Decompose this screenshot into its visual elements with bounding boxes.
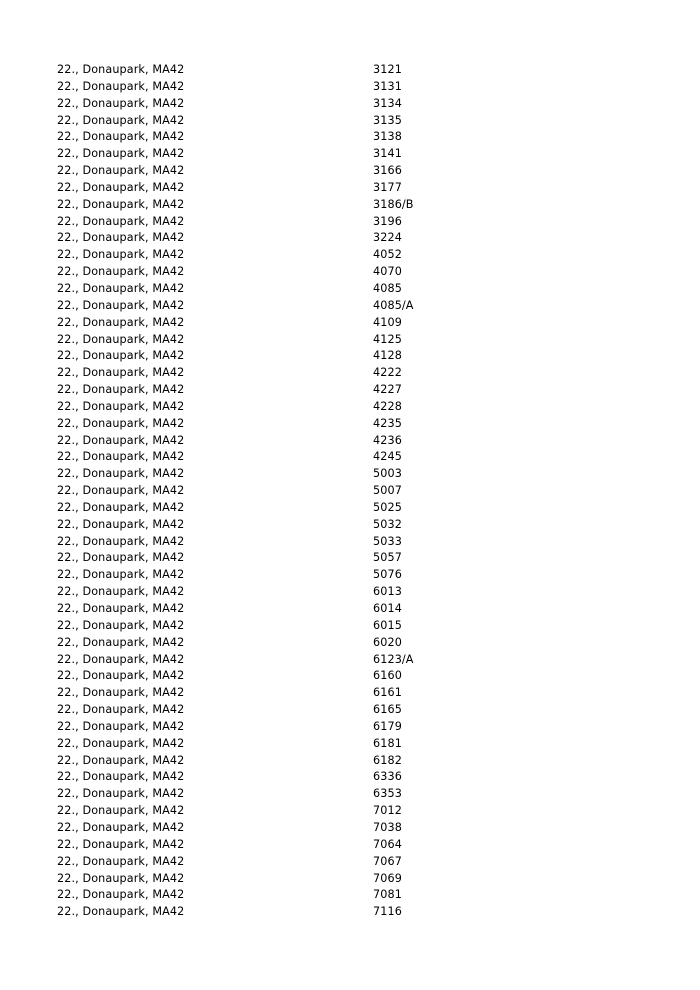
record-id: 4109 <box>373 315 402 329</box>
table-row <box>57 601 637 618</box>
table-row <box>57 904 637 921</box>
table-row <box>57 433 637 450</box>
record-location: 22., Donaupark, MA42 <box>57 551 185 565</box>
table-row <box>57 62 637 79</box>
record-list <box>57 62 637 921</box>
record-id: 6160 <box>373 669 402 683</box>
record-id: 6179 <box>373 719 402 733</box>
record-id: 3224 <box>373 231 402 245</box>
record-location: 22., Donaupark, MA42 <box>57 854 185 868</box>
record-location: 22., Donaupark, MA42 <box>57 265 185 279</box>
table-row <box>57 129 637 146</box>
table-row <box>57 247 637 264</box>
record-id: 4128 <box>373 349 402 363</box>
record-location: 22., Donaupark, MA42 <box>57 669 185 683</box>
record-location: 22., Donaupark, MA42 <box>57 214 185 228</box>
record-id: 3166 <box>373 164 402 178</box>
record-location: 22., Donaupark, MA42 <box>57 534 185 548</box>
record-id: 6020 <box>373 635 402 649</box>
record-location: 22., Donaupark, MA42 <box>57 804 185 818</box>
record-id: 7067 <box>373 854 402 868</box>
table-row <box>57 365 637 382</box>
record-id: 6161 <box>373 686 402 700</box>
table-row <box>57 719 637 736</box>
table-row <box>57 332 637 349</box>
record-id: 7064 <box>373 837 402 851</box>
table-row <box>57 567 637 584</box>
record-id: 5057 <box>373 551 402 565</box>
record-location: 22., Donaupark, MA42 <box>57 180 185 194</box>
table-row <box>57 871 637 888</box>
record-id: 4228 <box>373 399 402 413</box>
record-id: 7012 <box>373 804 402 818</box>
table-row <box>57 281 637 298</box>
table-row <box>57 753 637 770</box>
record-id: 3177 <box>373 180 402 194</box>
table-row <box>57 652 637 669</box>
table-row <box>57 769 637 786</box>
record-location: 22., Donaupark, MA42 <box>57 450 185 464</box>
table-row <box>57 736 637 753</box>
record-location: 22., Donaupark, MA42 <box>57 837 185 851</box>
record-id: 5076 <box>373 568 402 582</box>
record-id: 7116 <box>373 905 402 919</box>
record-location: 22., Donaupark, MA42 <box>57 147 185 161</box>
record-location: 22., Donaupark, MA42 <box>57 164 185 178</box>
record-id: 3141 <box>373 147 402 161</box>
record-id: 6013 <box>373 585 402 599</box>
table-row <box>57 500 637 517</box>
table-row <box>57 618 637 635</box>
table-row <box>57 264 637 281</box>
record-id: 7081 <box>373 888 402 902</box>
table-row <box>57 163 637 180</box>
table-row <box>57 685 637 702</box>
record-location: 22., Donaupark, MA42 <box>57 585 185 599</box>
table-row <box>57 146 637 163</box>
record-location: 22., Donaupark, MA42 <box>57 433 185 447</box>
record-location: 22., Donaupark, MA42 <box>57 820 185 834</box>
record-id: 5025 <box>373 500 402 514</box>
record-id: 6181 <box>373 736 402 750</box>
record-id: 5033 <box>373 534 402 548</box>
record-location: 22., Donaupark, MA42 <box>57 315 185 329</box>
record-location: 22., Donaupark, MA42 <box>57 467 185 481</box>
table-row <box>57 887 637 904</box>
record-id: 5003 <box>373 467 402 481</box>
table-row <box>57 584 637 601</box>
record-location: 22., Donaupark, MA42 <box>57 787 185 801</box>
record-location: 22., Donaupark, MA42 <box>57 349 185 363</box>
record-id: 4222 <box>373 366 402 380</box>
record-id: 4085 <box>373 281 402 295</box>
record-id: 3131 <box>373 79 402 93</box>
record-id: 3135 <box>373 113 402 127</box>
table-row <box>57 786 637 803</box>
record-id: 6123/A <box>373 652 414 666</box>
record-location: 22., Donaupark, MA42 <box>57 399 185 413</box>
table-row <box>57 854 637 871</box>
record-location: 22., Donaupark, MA42 <box>57 602 185 615</box>
table-row <box>57 449 637 466</box>
record-id: 4245 <box>373 450 402 464</box>
table-row <box>57 668 637 685</box>
record-location: 22., Donaupark, MA42 <box>57 618 185 632</box>
record-id: 6014 <box>373 602 402 615</box>
record-location: 22., Donaupark, MA42 <box>57 231 185 245</box>
table-row <box>57 180 637 197</box>
table-row <box>57 820 637 837</box>
record-id: 3186/B <box>373 197 414 211</box>
record-id: 5032 <box>373 517 402 531</box>
record-id: 4235 <box>373 416 402 430</box>
record-id: 3134 <box>373 96 402 110</box>
record-location: 22., Donaupark, MA42 <box>57 366 185 380</box>
record-id: 6165 <box>373 703 402 717</box>
table-row <box>57 517 637 534</box>
table-row <box>57 550 637 567</box>
table-row <box>57 803 637 820</box>
table-row <box>57 113 637 130</box>
record-location: 22., Donaupark, MA42 <box>57 332 185 346</box>
record-location: 22., Donaupark, MA42 <box>57 703 185 717</box>
table-row <box>57 315 637 332</box>
table-row <box>57 298 637 315</box>
record-location: 22., Donaupark, MA42 <box>57 888 185 902</box>
record-id: 5007 <box>373 484 402 498</box>
record-id: 3121 <box>373 63 402 76</box>
record-location: 22., Donaupark, MA42 <box>57 517 185 531</box>
record-location: 22., Donaupark, MA42 <box>57 298 185 312</box>
record-location: 22., Donaupark, MA42 <box>57 113 185 127</box>
table-row <box>57 79 637 96</box>
record-location: 22., Donaupark, MA42 <box>57 383 185 397</box>
table-row <box>57 348 637 365</box>
table-row <box>57 96 637 113</box>
table-row <box>57 382 637 399</box>
record-id: 4070 <box>373 265 402 279</box>
record-location: 22., Donaupark, MA42 <box>57 484 185 498</box>
record-id: 6182 <box>373 753 402 767</box>
record-location: 22., Donaupark, MA42 <box>57 753 185 767</box>
record-location: 22., Donaupark, MA42 <box>57 130 185 144</box>
table-row <box>57 702 637 719</box>
record-location: 22., Donaupark, MA42 <box>57 416 185 430</box>
record-id: 7038 <box>373 820 402 834</box>
record-location: 22., Donaupark, MA42 <box>57 871 185 885</box>
table-row <box>57 534 637 551</box>
record-location: 22., Donaupark, MA42 <box>57 568 185 582</box>
table-row <box>57 483 637 500</box>
record-location: 22., Donaupark, MA42 <box>57 686 185 700</box>
table-row <box>57 416 637 433</box>
record-location: 22., Donaupark, MA42 <box>57 63 185 76</box>
record-id: 4125 <box>373 332 402 346</box>
record-id: 6353 <box>373 787 402 801</box>
record-location: 22., Donaupark, MA42 <box>57 652 185 666</box>
record-id: 7069 <box>373 871 402 885</box>
record-id: 6336 <box>373 770 402 784</box>
record-id: 6015 <box>373 618 402 632</box>
record-location: 22., Donaupark, MA42 <box>57 770 185 784</box>
record-location: 22., Donaupark, MA42 <box>57 635 185 649</box>
table-row <box>57 837 637 854</box>
record-location: 22., Donaupark, MA42 <box>57 719 185 733</box>
record-id: 3138 <box>373 130 402 144</box>
record-id: 3196 <box>373 214 402 228</box>
record-location: 22., Donaupark, MA42 <box>57 736 185 750</box>
record-location: 22., Donaupark, MA42 <box>57 96 185 110</box>
table-row <box>57 466 637 483</box>
record-id: 4085/A <box>373 298 414 312</box>
record-id: 4236 <box>373 433 402 447</box>
record-location: 22., Donaupark, MA42 <box>57 281 185 295</box>
table-row <box>57 230 637 247</box>
table-row <box>57 197 637 214</box>
record-id: 4052 <box>373 248 402 262</box>
record-location: 22., Donaupark, MA42 <box>57 500 185 514</box>
table-row <box>57 399 637 416</box>
table-row <box>57 635 637 652</box>
record-location: 22., Donaupark, MA42 <box>57 197 185 211</box>
table-row <box>57 214 637 231</box>
record-id: 4227 <box>373 383 402 397</box>
record-location: 22., Donaupark, MA42 <box>57 79 185 93</box>
record-location: 22., Donaupark, MA42 <box>57 905 185 919</box>
record-location: 22., Donaupark, MA42 <box>57 248 185 262</box>
